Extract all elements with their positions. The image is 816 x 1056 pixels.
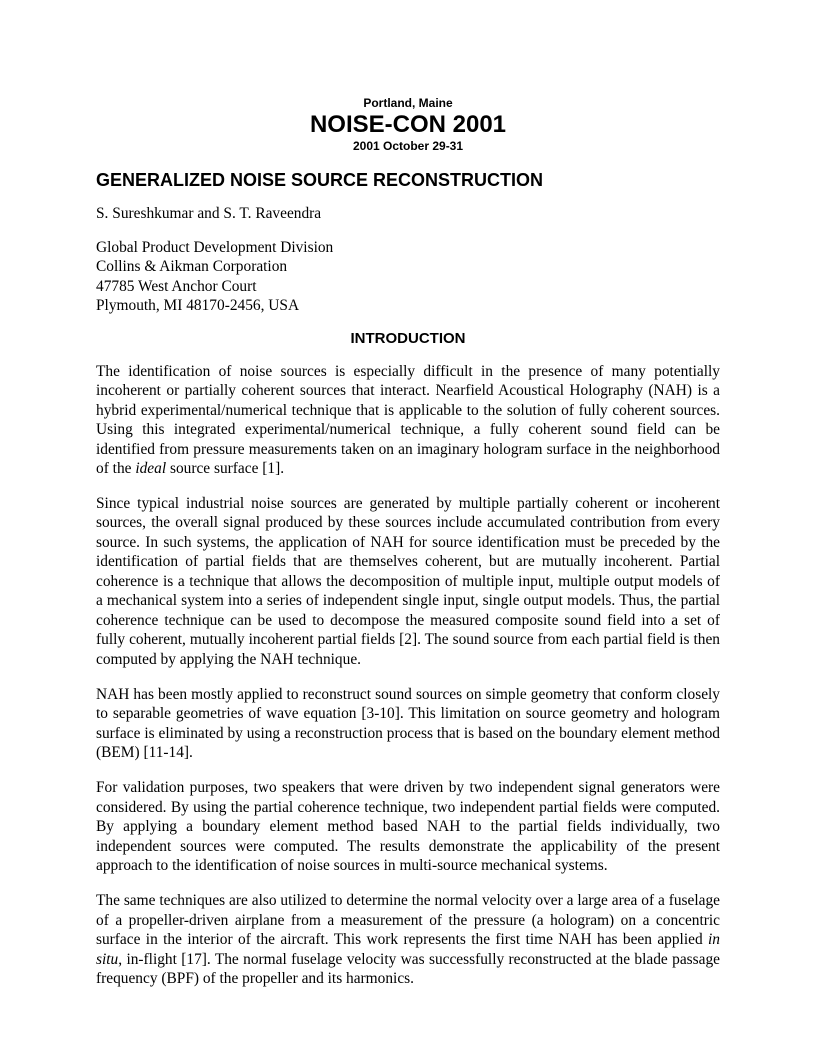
- introduction-paragraph-3: NAH has been mostly applied to reconstruct sound sources on simple geometry that conform closely to separable geometries of wave equation [3-10]. This limitation on source geometry and hologram surface is eliminated by using a reconstruction process that is based on the boundary element method (BEM) [11-14].: [96, 685, 720, 762]
- conference-dates: 2001 October 29-31: [352, 139, 464, 153]
- paper-title: GENERALIZED NOISE SOURCE RECONSTRUCTION: [96, 170, 544, 190]
- introduction-paragraph-5: [96, 891, 720, 989]
- introduction-paragraph-1: [96, 362, 720, 479]
- paragraph-text: , in-flight [17]. The normal fuselage velocity was successfully reconstructed at the blade passage frequency (BPF) of the propeller and its harmonics.: [96, 950, 720, 988]
- section-heading-introduction: INTRODUCTION: [350, 329, 466, 347]
- author-affiliation: [96, 238, 720, 316]
- conference-name: NOISE-CON 2001: [309, 111, 507, 138]
- conference-location: Portland, Maine: [363, 96, 453, 110]
- affiliation-line: Collins & Aikman Corporation: [96, 258, 288, 275]
- introduction-paragraph-2: Since typical industrial noise sources are generated by multiple partially coherent or incoherent sources, the overall signal produced by these sources include accumulated contribution from every source. In such systems, the application of NAH for source identification must be preceded by the identification of partial fields that are themselves coherent, but are mutually incoherent. Partial coherence is a technique that allows the decomposition of multiple input, multiple output models of a mechanical system into a series of independent single input, single output models. Thus, the partial coherence technique can be used to decompose the measured composite sound field into a set of fully coherent, mutually incoherent partial fields [2]. The sound source from each partial field is then computed by applying the NAH technique.: [96, 494, 720, 668]
- paragraph-italic-text: ideal: [135, 460, 167, 477]
- paper-page: [96, 96, 720, 1004]
- introduction-paragraph-4: For validation purposes, two speakers that were driven by two independent signal generators were considered. By using the partial coherence technique, two independent partial fields were computed. By applying a boundary element method based NAH to the partial fields individually, two independent sources were computed. The results demonstrate the applicability of the present approach to the identification of noise sources in multi-source mechanical systems.: [96, 779, 720, 875]
- paragraph-text: The same techniques are also utilized to determine the normal velocity over a large area of a fuselage of a propeller-driven airplane from a measurement of the pressure (a hologram) on a concentric surface in the interior of the aircraft. This work represents the first time NAH has been applied: [96, 892, 720, 949]
- affiliation-line: 47785 West Anchor Court: [96, 277, 257, 295]
- paragraph-text: source surface [1].: [166, 460, 285, 477]
- affiliation-line: Plymouth, MI 48170-2456, USA: [96, 297, 300, 314]
- affiliation-line: Global Product Development Division: [96, 238, 334, 256]
- paragraph-italic-text: in situ: [96, 931, 720, 968]
- paper-authors: S. Sureshkumar and S. T. Raveendra: [96, 205, 322, 222]
- paragraph-text: The identification of noise sources is especially difficult in the presence of many potentially incoherent or partially coherent sources that interact. Nearfield Acoustical Holography (NAH) is a hybrid experimental/numerical technique that is applicable to the solution of fully coherent sources. Using this integrated experimental/numerical technique, a fully coherent sound field can be identified from pressure measurements taken on an imaginary hologram surface in the neighborhood of the: [96, 362, 720, 477]
